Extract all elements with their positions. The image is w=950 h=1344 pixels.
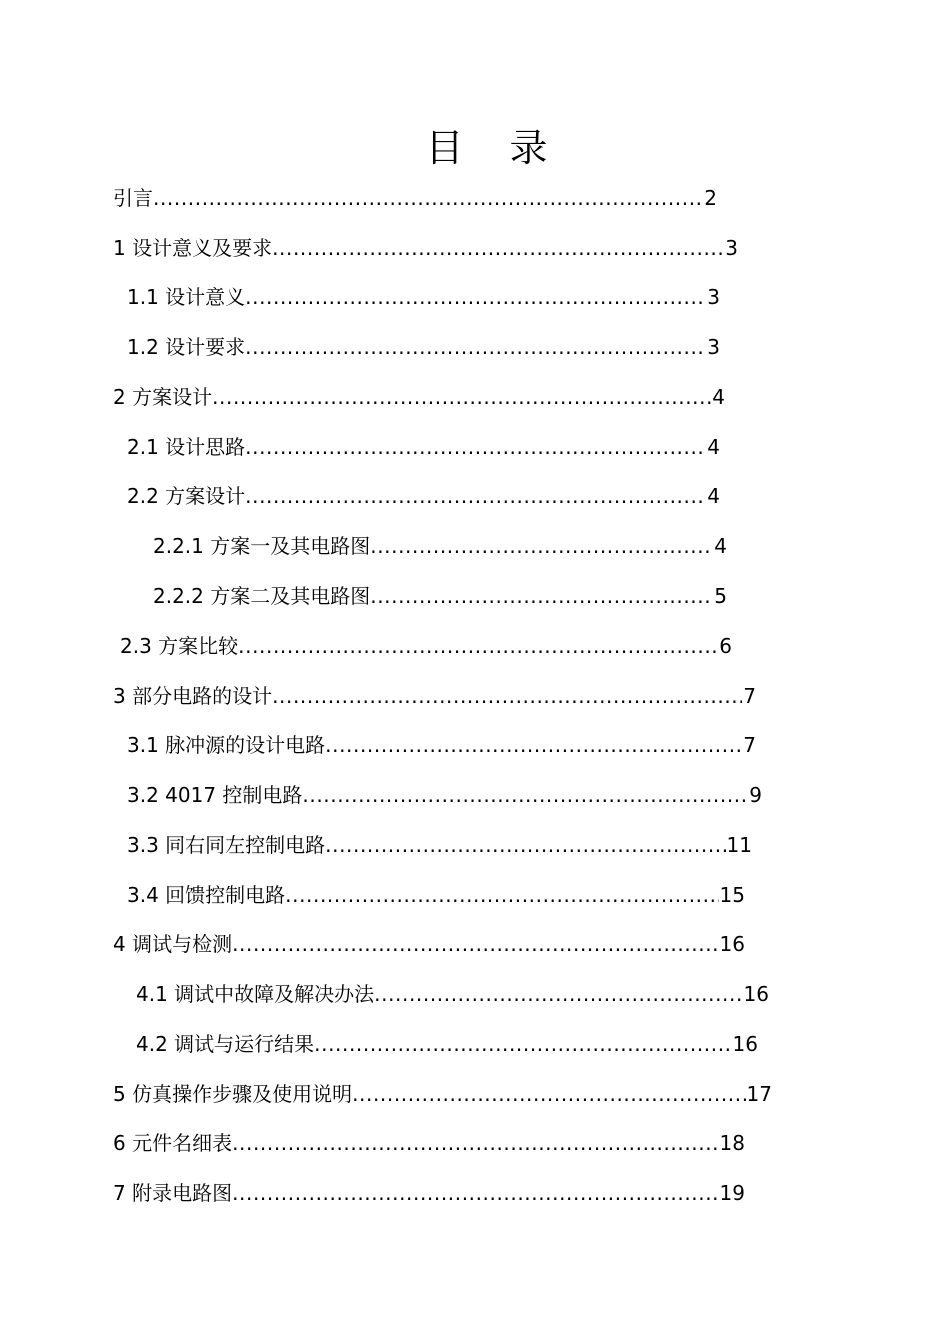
- toc-leader-dots: [238, 631, 718, 661]
- toc-leader-dots: [370, 531, 713, 561]
- toc-entry-page: 16: [719, 932, 745, 956]
- toc-leader-dots: [325, 830, 725, 860]
- toc-entry-page: 18: [719, 1131, 745, 1155]
- toc-entry-6[interactable]: [113, 1128, 745, 1158]
- toc-entry-label: 5 仿真操作步骤及使用说明: [113, 1082, 353, 1106]
- toc-entry-label: 2.1 设计思路: [127, 435, 246, 459]
- toc-entry-label: 3.2 4017 控制电路: [127, 783, 303, 807]
- toc-leader-dots: [245, 481, 706, 511]
- toc-entry-5[interactable]: [113, 1079, 772, 1109]
- toc-entry-label: 4.2 调试与运行结果: [136, 1032, 315, 1056]
- toc-entry-label: 3 部分电路的设计: [113, 684, 273, 708]
- toc-entry-3-1[interactable]: [127, 730, 756, 760]
- toc-leader-dots: [370, 581, 713, 611]
- toc-entry-page: 2: [704, 186, 717, 210]
- toc-entry-1-1[interactable]: [127, 282, 720, 312]
- toc-leader-dots: [352, 1079, 745, 1109]
- toc-entry-4-1[interactable]: [136, 979, 769, 1009]
- toc-entry-label: 3.1 脉冲源的设计电路: [127, 733, 326, 757]
- toc-entry-page: 3: [707, 285, 720, 309]
- toc-entry-label: 4.1 调试中故障及解决办法: [136, 982, 375, 1006]
- toc-leader-dots: [314, 1029, 731, 1059]
- toc-entry-page: 17: [746, 1082, 772, 1106]
- toc-leader-dots: [232, 929, 718, 959]
- toc-entry-page: 15: [719, 883, 745, 907]
- toc-entry-label: 7 附录电路图: [113, 1181, 233, 1205]
- toc-entry-page: 3: [725, 236, 738, 260]
- toc-leader-dots: [212, 382, 711, 412]
- toc-leader-dots: [302, 780, 748, 810]
- toc-entry-3[interactable]: [113, 681, 756, 711]
- toc-entry-label: 6 元件名细表: [113, 1131, 233, 1155]
- toc-entry-page: 7: [743, 684, 756, 708]
- toc-entry-page: 7: [743, 733, 756, 757]
- toc-leader-dots: [374, 979, 742, 1009]
- toc-leader-dots: [245, 332, 706, 362]
- toc-entry-label: 引言: [113, 186, 153, 210]
- toc-entry-page: 3: [707, 335, 720, 359]
- toc-entry-2-2-2[interactable]: [153, 581, 727, 611]
- toc-entry-3-2[interactable]: [127, 780, 762, 810]
- toc-entry-2-2[interactable]: [127, 481, 720, 511]
- toc-leader-dots: [325, 730, 742, 760]
- toc-leader-dots: [245, 282, 706, 312]
- toc-entry-label: 2.2 方案设计: [127, 484, 246, 508]
- toc-entry-label: 2.3 方案比较: [120, 634, 239, 658]
- toc-leader-dots: [232, 1178, 718, 1208]
- toc-leader-dots: [232, 1128, 718, 1158]
- toc-entry-page: 19: [719, 1181, 745, 1205]
- toc-entry-page: 4: [714, 534, 727, 558]
- toc-entry-page: 4: [707, 435, 720, 459]
- toc-entry-page: 11: [726, 833, 752, 857]
- toc-entry-page: 5: [714, 584, 727, 608]
- toc-entry-page: 16: [732, 1032, 758, 1056]
- toc-entry-label: 2 方案设计: [113, 385, 213, 409]
- toc-entry-label: 3.3 同右同左控制电路: [127, 833, 326, 857]
- toc-entry-1[interactable]: [113, 233, 738, 263]
- toc-entry-page: 6: [719, 634, 732, 658]
- toc-entry-label: 4 调试与检测: [113, 932, 233, 956]
- toc-entry-4[interactable]: [113, 929, 745, 959]
- toc-entry-page: 4: [712, 385, 725, 409]
- toc-entry-2-2-1[interactable]: [153, 531, 727, 561]
- toc-entry-2-1[interactable]: [127, 432, 720, 462]
- toc-leader-dots: [285, 880, 718, 910]
- toc-title: 目 录: [425, 126, 550, 170]
- toc-entry-3-4[interactable]: [127, 880, 745, 910]
- toc-entry-page: 16: [743, 982, 769, 1006]
- toc-entry-label: 1.1 设计意义: [127, 285, 246, 309]
- toc-entry-intro[interactable]: [113, 183, 717, 213]
- toc-entry-3-3[interactable]: [127, 830, 752, 860]
- toc-entry-label: 1 设计意义及要求: [113, 236, 273, 260]
- toc-leader-dots: [245, 432, 706, 462]
- toc-entry-4-2[interactable]: [136, 1029, 758, 1059]
- toc-entry-1-2[interactable]: [127, 332, 720, 362]
- toc-entry-7[interactable]: [113, 1178, 745, 1208]
- toc-entry-label: 2.2.2 方案二及其电路图: [153, 584, 371, 608]
- toc-entry-label: 2.2.1 方案一及其电路图: [153, 534, 371, 558]
- toc-entry-2-3[interactable]: [120, 631, 732, 661]
- toc-entry-2[interactable]: [113, 382, 725, 412]
- toc-entry-page: 4: [707, 484, 720, 508]
- toc-leader-dots: [272, 233, 724, 263]
- toc-entry-label: 1.2 设计要求: [127, 335, 246, 359]
- toc-entry-page: 9: [749, 783, 762, 807]
- toc-leader-dots: [272, 681, 742, 711]
- toc-leader-dots: [153, 183, 703, 213]
- toc-entry-label: 3.4 回馈控制电路: [127, 883, 286, 907]
